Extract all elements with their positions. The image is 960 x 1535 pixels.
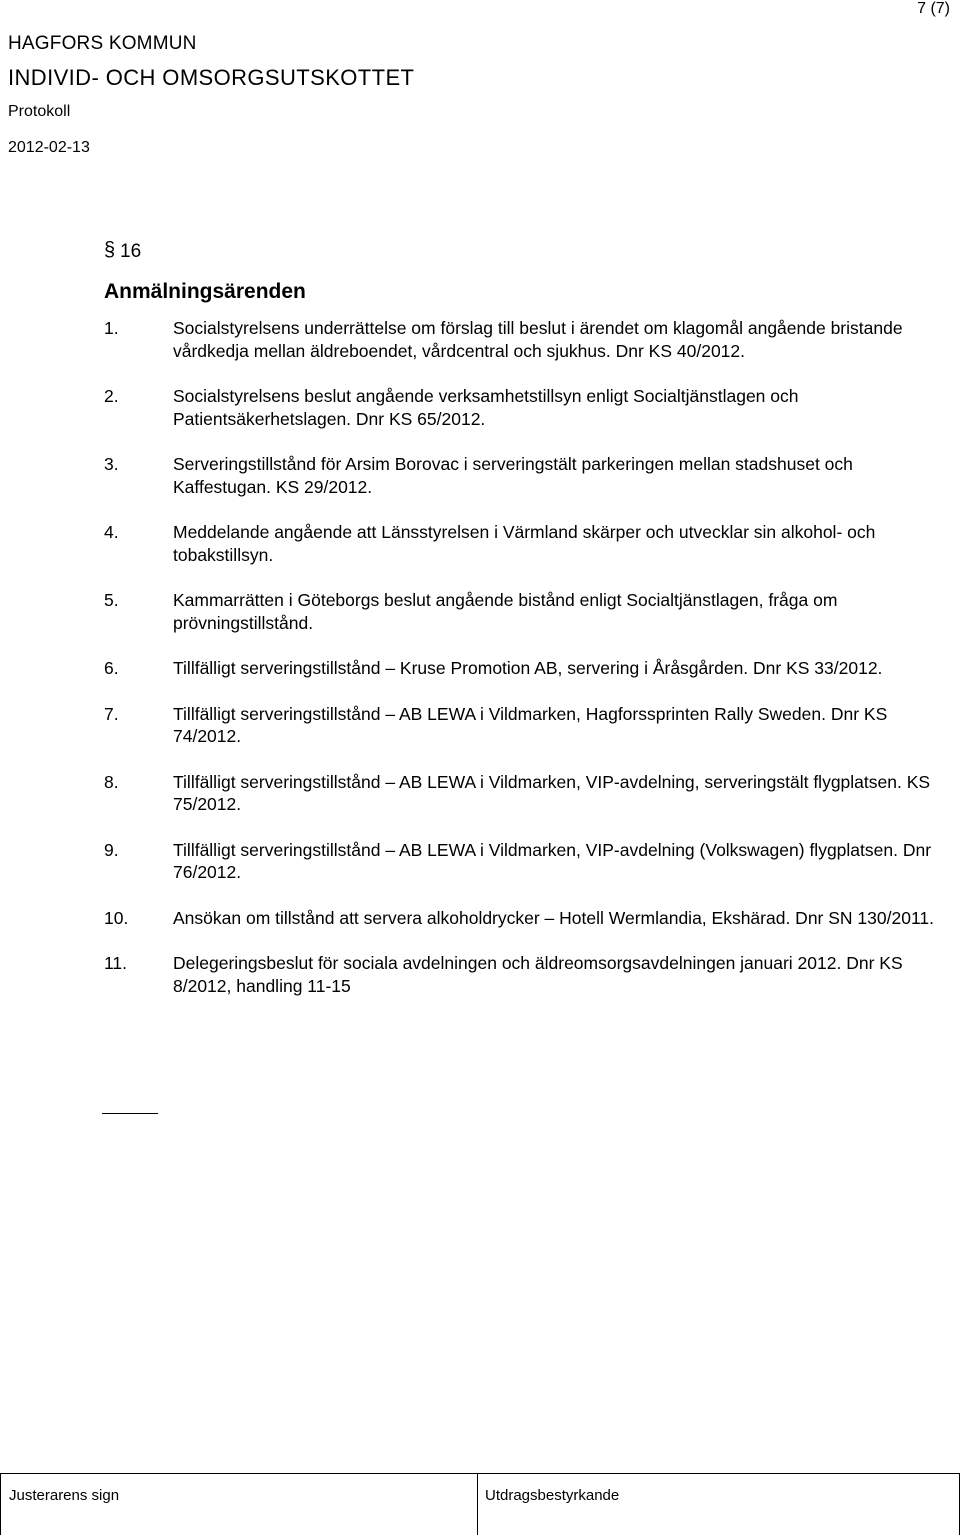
adjuster-signature-cell xyxy=(0,1473,478,1535)
list-item-text: Kammarrätten i Göteborgs beslut angående bistånd enligt Socialtjänstlagen, fråga om prövningstillstånd. xyxy=(173,590,838,633)
list-item-text: Tillfälligt serveringstillstånd – AB LEWA i Vildmarken, VIP-avdelning, serveringstält flygplatsen. KS 75/2012. xyxy=(173,771,931,814)
list-item-text: Tillfälligt serveringstillstånd – AB LEWA i Vildmarken, Hagforssprinten Rally Sweden. Dnr KS 74/2012. xyxy=(173,703,888,746)
list-item-text: Socialstyrelsens beslut angående verksamhetstillsyn enligt Socialtjänstlagen och Patientsäkerhetslagen. Dnr KS 65/2012. xyxy=(173,386,799,429)
list-item xyxy=(104,703,954,748)
list-item-number: 5. xyxy=(104,590,119,610)
organization-name: HAGFORS KOMMUN xyxy=(8,33,197,54)
list-item xyxy=(104,385,954,430)
list-item-text: Ansökan om tillstånd att servera alkoholdrycker – Hotell Wermlandia, Ekshärad. Dnr SN 130/2011. xyxy=(173,907,934,928)
list-item-text: Meddelande angående att Länsstyrelsen i Värmland skärper och utvecklar sin alkohol- och tobakstillsyn. xyxy=(173,522,876,565)
list-item-number: 1. xyxy=(104,318,119,338)
extract-certification-cell xyxy=(477,1473,960,1535)
list-item-number: 2. xyxy=(104,386,119,406)
signature-rule xyxy=(102,1113,158,1114)
list-item xyxy=(104,521,954,566)
list-item-number: 9. xyxy=(104,839,119,860)
list-item xyxy=(104,952,954,997)
paragraph-sign: § xyxy=(104,239,116,261)
list-item xyxy=(104,907,954,930)
list-item-number: 3. xyxy=(104,454,119,474)
list-item-number: 4. xyxy=(104,522,119,542)
extract-certification-label: Utdragsbestyrkande xyxy=(485,1487,620,1504)
document-date: 2012-02-13 xyxy=(8,139,90,156)
page-number: 7 (7) xyxy=(917,0,950,17)
paragraph-number: 16 xyxy=(120,241,142,262)
list-item-number: 8. xyxy=(104,771,119,792)
list-item xyxy=(104,839,954,884)
document-type: Protokoll xyxy=(8,103,71,120)
adjuster-signature-label: Justerarens sign xyxy=(9,1487,120,1504)
list-item-text: Serveringstillstånd för Arsim Borovac i serveringstält parkeringen mellan stadshuset och Kaffestugan. KS 29/2012. xyxy=(173,454,853,497)
section-heading: Anmälningsärenden xyxy=(104,280,306,303)
list-item-number: 10. xyxy=(104,907,129,928)
list-item-number: 6. xyxy=(104,658,119,678)
list-item xyxy=(104,657,954,680)
list-item xyxy=(104,317,954,362)
notification-list xyxy=(104,317,954,997)
list-item xyxy=(104,453,954,498)
list-item-number: 7. xyxy=(104,703,119,724)
list-item-text: Socialstyrelsens underrättelse om förslag till beslut i ärendet om klagomål angående bristande vårdkedja mellan äldreboendet, vårdcentral och sjukhus. Dnr KS 40/2012. xyxy=(173,318,903,361)
list-item-text: Tillfälligt serveringstillstånd – Kruse Promotion AB, servering i Åråsgården. Dnr KS 33/2012. xyxy=(173,658,883,678)
list-item-text: Tillfälligt serveringstillstånd – AB LEWA i Vildmarken, VIP-avdelning (Volkswagen) flygplatsen. Dnr 76/2012. xyxy=(173,839,932,882)
list-item-text: Delegeringsbeslut för sociala avdelningen och äldreomsorgsavdelningen januari 2012. Dnr KS 8/2012, handling 11-15 xyxy=(173,953,903,996)
list-item-number: 11. xyxy=(104,953,128,973)
committee-name: INDIVID- OCH OMSORGSUTSKOTTET xyxy=(8,65,415,90)
list-item xyxy=(104,589,954,634)
list-item xyxy=(104,771,954,816)
footer-signature-table xyxy=(0,1473,960,1535)
